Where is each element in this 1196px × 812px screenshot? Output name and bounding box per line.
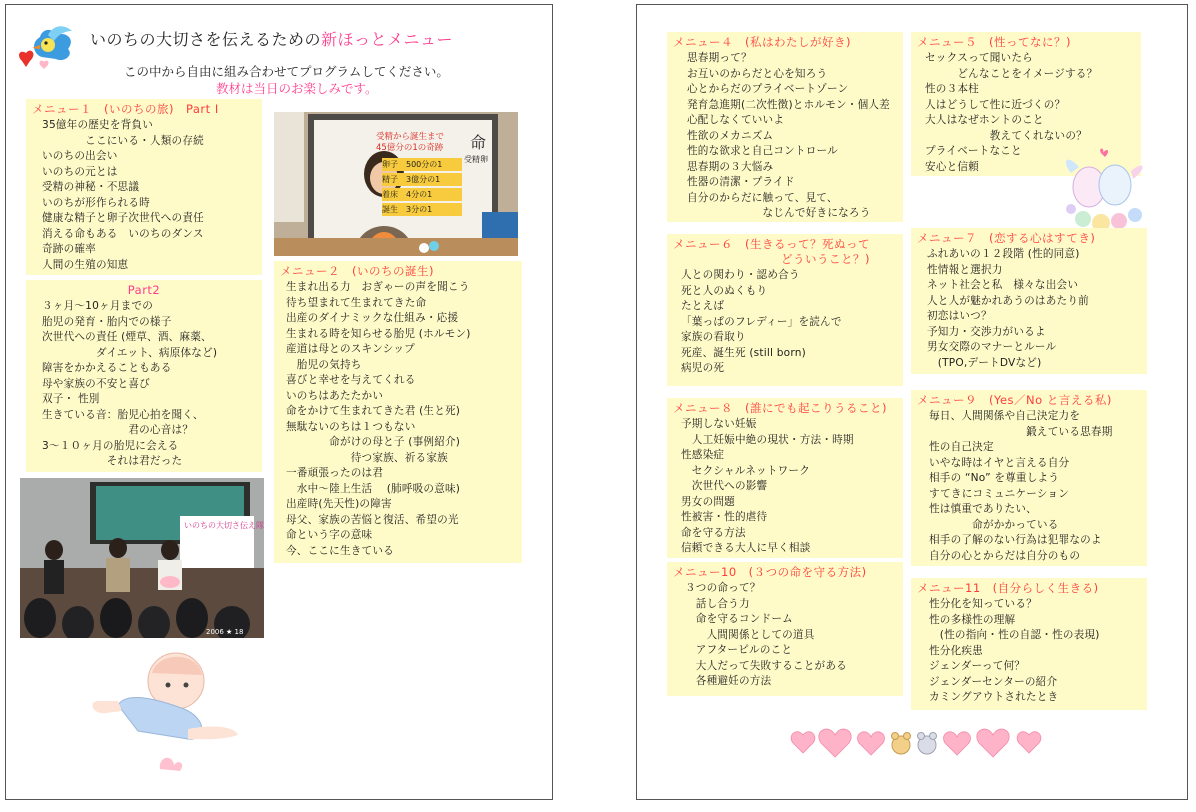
subtitle-note: 教材は当日のお楽しみです。	[216, 81, 378, 96]
list-item: 性器の清潔・プライド	[687, 176, 795, 188]
list-item: 次世代への責任 (煙草、酒、麻薬、	[42, 331, 212, 343]
list-item: 性的な欲求と自己コントロール	[687, 145, 838, 157]
list-item: 命を守る方法	[681, 526, 746, 539]
list-item: 受精の神秘・不思議	[42, 181, 140, 193]
list-item: 性感染症	[681, 449, 725, 461]
list-item: 相手の了解のない行為は犯罪なのよ	[929, 534, 1102, 546]
list-item: 3～１０ヶ月の胎児に会える	[42, 439, 179, 452]
menu-7-title: メニュー７ (恋する心はすてき)	[917, 231, 1096, 245]
menu-4-title: メニュー４ (私はわたしが好き)	[673, 35, 851, 49]
list-item: なじんで好きになろう	[687, 207, 871, 219]
list-item: 死と人のぬくもり	[681, 284, 768, 297]
menu-1-part2-box	[26, 280, 262, 472]
list-item: 自分のからだに触って、見て、	[687, 191, 838, 204]
list-item: いのちが形作られる時	[42, 196, 150, 209]
list-item: 家族の看取り	[681, 331, 746, 343]
list-item: セックスって聞いたら	[925, 52, 1033, 64]
list-item: いやな時はイヤと言える自分	[929, 456, 1070, 469]
list-item: 命をかけて生まれてきた君 (生と死)	[286, 405, 461, 417]
list-item: 障害をかかえることもある	[42, 362, 172, 374]
board-title: 受精から誕生まで 45億分の1の奇跡	[376, 132, 445, 153]
list-item: 命という字の意味	[286, 529, 373, 541]
list-item: (性の指向・性の自認・性の表現)	[929, 629, 1100, 641]
list-item: 男女交際のマナーとルール	[927, 341, 1057, 353]
list-item: 君の心音は？	[42, 424, 194, 436]
list-item: ダイエット、病原体など)	[42, 346, 218, 359]
list-item: 初恋はいつ？	[927, 310, 992, 322]
list-item: 鍛えている思春期	[929, 425, 1113, 438]
menu-9-box	[911, 390, 1147, 566]
menu-6-title: メニュー６ (生きるって？死ぬって どういうこと？)	[673, 237, 870, 266]
list-item: 性の３本柱	[925, 83, 979, 95]
list-item: (TPO,デートDVなど)	[927, 356, 1042, 369]
list-item: ３ヶ月～10ヶ月までの	[42, 300, 154, 312]
list-item: 健康な精子と卵子次世代への責任	[42, 212, 204, 224]
list-item: 人はどうして性に近づくの？	[925, 98, 1066, 111]
board-rows: 卵子 500分の1 精子 3億分の1 着床 4分の1 誕生 3分の1	[382, 158, 462, 216]
list-item: いのちの出会い	[42, 150, 118, 162]
list-item: 人との関わり・認め合う	[681, 269, 800, 281]
list-item: 一番頑張ったのは君	[286, 467, 384, 479]
list-item: 病児の死	[681, 362, 725, 374]
list-item: 待つ家族、祈る家族	[286, 451, 448, 464]
list-item: 各種避妊の方法	[685, 675, 772, 687]
list-item: 性欲のメカニズム	[687, 129, 774, 142]
list-item: 性被害・性的虐待	[681, 511, 768, 523]
list-item: 消える命もある いのちのダンス	[42, 227, 204, 240]
list-item: 大人はなぜホントのこと	[925, 114, 1044, 126]
menu-9-title: メニュー９ (Yes／No と言える私)	[917, 393, 1112, 407]
list-item: 待ち望まれて生まれてきた命	[286, 296, 427, 309]
menu-8-box	[667, 398, 903, 558]
list-item: 水中～陸上生活 (肺呼吸の意味)	[286, 482, 461, 495]
list-item: 思春期って？	[687, 52, 752, 64]
menu-4-box	[667, 32, 903, 222]
list-item: 双子・ 性別	[42, 393, 100, 405]
hearts-border-icon	[789, 723, 1049, 763]
list-item: カミングアウトされたとき	[929, 691, 1059, 703]
list-item: 性の多様性の理解	[929, 613, 1016, 626]
list-item: 安心と信頼	[925, 160, 979, 173]
menu-1-title: メニュー１ (いのちの旅) Part Ⅰ	[32, 102, 219, 116]
list-item: 教えてくれないの？	[925, 129, 1087, 142]
list-item: 毎日、人間関係や自己決定力を	[929, 410, 1081, 422]
menu-11-box	[911, 578, 1147, 710]
list-item: 喜びと幸せを与えてくれる	[286, 374, 416, 386]
list-item: 次世代への影響	[681, 480, 768, 492]
list-item: 思春期の３大悩み	[687, 160, 774, 173]
list-item: アフターピルのこと	[685, 644, 793, 656]
menu-11-title: メニュー11 (自分らしく生きる)	[917, 581, 1099, 595]
photo-timestamp: 2006 ★ 18	[206, 628, 244, 636]
list-item: 心とからだのプライベートゾーン	[687, 83, 849, 95]
part2-title: Part2	[127, 283, 161, 297]
list-item: 出産のダイナミックな仕組み・応援	[286, 312, 459, 324]
list-item: 生きている音：胎児心拍を聞く、	[42, 408, 204, 421]
list-item: 性は慎重でありたい、	[929, 503, 1037, 515]
list-item: 出産時(先天性)の障害	[286, 498, 392, 510]
list-item: 母父、家族の苦悩と復活、希望の光	[286, 513, 459, 526]
list-item: 「葉っぱのフレディー」を読んで	[681, 315, 842, 328]
list-item: 母や家族の不安と喜び	[42, 377, 150, 390]
list-item: 性分化を知っている？	[929, 598, 1037, 610]
list-item: 性分化疾患	[929, 644, 983, 657]
list-item: プライベートなこと	[925, 145, 1022, 157]
list-item: 死産、誕生死 (still born)	[681, 346, 806, 359]
list-item: いのちの元とは	[42, 165, 118, 178]
menu-10-title: メニュー10 (３つの命を守る方法)	[673, 565, 867, 579]
page-right	[636, 4, 1188, 800]
list-item: ここにいる・人類の存続	[42, 134, 204, 147]
menu-2-box	[274, 261, 522, 563]
menu-10-box	[667, 562, 903, 696]
list-item: 心配しなくていいよ	[687, 114, 785, 126]
list-item: 性の自己決定	[929, 441, 994, 453]
list-item: 無駄ないのちは１つもない	[286, 420, 416, 433]
list-item: セクシャルネットワーク	[681, 464, 810, 477]
list-item: たとえば	[681, 300, 725, 312]
list-item: 予知力・交渉力がいるよ	[927, 325, 1046, 338]
photo-presenter	[274, 112, 518, 256]
list-item: 発育急進期(二次性徴)とホルモン・個人差	[687, 98, 890, 111]
list-item: ネット社会と私 様々な出会い	[927, 279, 1079, 291]
board-side-sub: 受精卵	[464, 155, 488, 164]
list-item: ジェンダーセンターの紹介	[929, 675, 1058, 688]
list-item: 相手の “No” を尊重しよう	[929, 472, 1060, 484]
list-item: 人工妊娠中絶の現状・方法・時期	[681, 433, 854, 446]
menu-5-title: メニュー５ (性ってなに？)	[917, 35, 1071, 49]
list-item: 35億年の歴史を背負い	[42, 119, 154, 131]
list-item: 奇跡の確率	[42, 243, 96, 255]
list-item: ふれあいの１２段階 (性的同意)	[927, 248, 1080, 260]
list-item: お互いのからだと心を知ろう	[687, 67, 828, 80]
list-item: 産道は母とのスキンシップ	[286, 343, 415, 355]
menu-2-title: メニュー２ (いのちの誕生)	[280, 264, 434, 278]
list-item: 予期しない妊娠	[681, 418, 757, 430]
list-item: 胎児の気持ち	[286, 358, 362, 371]
list-item: 生まれ出る力 おぎゃーの声を聞こう	[286, 281, 470, 293]
list-item: 命がかかっている	[929, 518, 1059, 531]
list-item: 話し合う力	[685, 597, 750, 610]
list-item: それは君だった	[42, 455, 183, 467]
menu-1-box	[26, 99, 262, 275]
bird-logo-icon	[12, 21, 88, 83]
menu-7-box	[911, 228, 1147, 374]
list-item: 命がけの母と子 (事例紹介)	[286, 436, 461, 448]
baby-illustration-icon	[88, 649, 248, 781]
subtitle: この中から自由に組み合わせてプログラムしてください。	[124, 64, 449, 79]
list-item: 命を守るコンドーム	[685, 613, 793, 625]
page-left	[5, 4, 553, 800]
menu-6-box	[667, 234, 903, 386]
list-item: 生まれる時を知らせる胎児 (ホルモン)	[286, 327, 471, 340]
list-item: 自分の心とからだは自分のもの	[929, 549, 1081, 562]
list-item: 性情報と選択力	[927, 263, 1003, 276]
list-item: いのちはあたたかい	[286, 389, 384, 402]
board-side-label: 命	[470, 133, 487, 152]
classroom-banner: いのちの大切さ伝え隊	[184, 521, 264, 530]
list-item: すてきにコミュニケーション	[929, 487, 1069, 500]
list-item: どんなことをイメージする？	[925, 67, 1098, 80]
menu-8-title: メニュー８ (誰にでも起こりうること)	[673, 401, 887, 415]
list-item: 今、ここに生きている	[286, 544, 394, 557]
page-title: いのちの大切さを伝えるための新ほっとメニュー	[90, 30, 454, 49]
list-item: 人間の生殖の知恵	[42, 258, 129, 271]
list-item: ３つの命って？	[685, 582, 761, 594]
list-item: 人と人が魅かれあうのはあたり前	[927, 294, 1089, 307]
list-item: 信頼できる大人に早く相談	[681, 542, 811, 554]
list-item: ジェンダーって何？	[929, 660, 1026, 672]
list-item: 男女の問題	[681, 495, 735, 508]
list-item: 人間関係としての道具	[685, 628, 815, 641]
cats-illustration-icon	[1061, 143, 1151, 235]
list-item: 大人だって失敗することがある	[685, 659, 847, 672]
photo-classroom	[20, 478, 264, 638]
list-item: 胎児の発育・胎内での様子	[42, 315, 172, 328]
